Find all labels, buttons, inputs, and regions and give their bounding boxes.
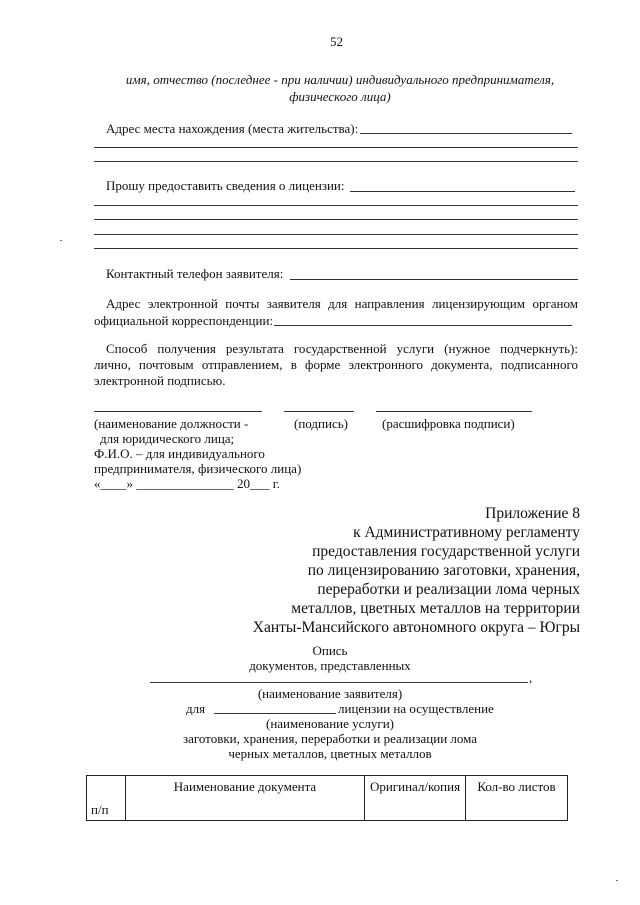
email-line-1: Адрес электронной почты заявителя для направления лицензирующим органом <box>106 296 578 311</box>
table-header-original <box>365 776 466 821</box>
scan-speck <box>616 880 618 881</box>
for-prefix: для <box>186 701 206 716</box>
address-label: Адрес места нахождения (места жительства): <box>106 121 359 136</box>
license-field-line-1[interactable] <box>350 191 575 192</box>
appendix-line-1: к Административному регламенту <box>353 524 580 541</box>
header-number-text: п/п <box>91 802 109 817</box>
table-header-row <box>87 776 568 821</box>
appendix-line-2: предоставления государственной услуги <box>312 543 580 560</box>
method-line-2: лично, почтовым отправлением, в форме электронного документа, подписанного <box>94 357 578 372</box>
table-header-document <box>126 776 365 821</box>
appendix-line-6: Ханты-Мансийского автономного округа – Югры <box>252 619 580 636</box>
for-suffix: лицензии на осуществление <box>338 701 494 716</box>
position-signature-line[interactable] <box>94 411 262 412</box>
position-caption-2: для юридического лица; <box>100 431 235 446</box>
date-line[interactable]: «____» _______________ 20___ г. <box>94 476 280 491</box>
license-request-label: Прошу предоставить сведения о лицензии: <box>106 178 345 193</box>
subtitle-line-1: имя, отчество (последнее - при наличии) индивидуального предпринимателя, <box>125 72 555 87</box>
appendix-line-5: металлов, цветных металлов на территории <box>291 600 580 617</box>
license-field-line-3[interactable] <box>94 219 578 220</box>
subtitle-line-2: физического лица) <box>289 89 391 104</box>
email-field-line[interactable] <box>274 325 572 326</box>
service-caption: (наименование услуги) <box>265 716 394 731</box>
header-document-text: Наименование документа <box>173 779 317 794</box>
activity-line-1: заготовки, хранения, переработки и реализации лома <box>182 731 478 746</box>
inventory-subtitle: документов, представленных <box>249 658 411 673</box>
address-field-line-3[interactable] <box>94 161 578 162</box>
header-sheets-text: Кол-во листов <box>477 779 556 794</box>
license-field-line-5[interactable] <box>94 248 578 249</box>
applicant-caption: (наименование заявителя) <box>257 686 403 701</box>
phone-field-line[interactable] <box>290 279 578 280</box>
appendix-line-3: по лицензированию заготовки, хранения, <box>307 562 580 579</box>
scan-speck <box>60 240 62 241</box>
decoding-caption: (расшифровка подписи) <box>382 416 515 431</box>
email-label: официальной корреспонденции: <box>94 313 274 328</box>
signature-line[interactable] <box>284 411 354 412</box>
appendix-line-4: переработки и реализации лома черных <box>317 581 580 598</box>
position-caption-1: (наименование должности - <box>94 416 249 431</box>
address-field-line-2[interactable] <box>94 147 578 148</box>
applicant-line-comma: , <box>529 670 533 685</box>
service-name-line[interactable] <box>214 713 336 714</box>
method-line-3: электронной подписью. <box>94 373 226 388</box>
applicant-name-line[interactable] <box>150 682 528 683</box>
inventory-title: Опись <box>312 643 348 658</box>
table-header-sheets <box>466 776 568 821</box>
position-caption-3: Ф.И.О. – для индивидуального <box>94 446 265 461</box>
position-caption-4: предпринимателя, физического лица) <box>94 461 302 476</box>
inventory-table <box>86 775 568 821</box>
table-header-number <box>87 776 126 821</box>
method-line-1: Способ получения результата государственной услуги (нужное подчеркнуть): <box>106 341 578 356</box>
license-field-line-2[interactable] <box>94 205 578 206</box>
phone-label: Контактный телефон заявителя: <box>106 266 284 281</box>
decoding-line[interactable] <box>376 411 532 412</box>
appendix-title: Приложение 8 <box>485 505 580 522</box>
activity-line-2: черных металлов, цветных металлов <box>228 746 432 761</box>
page-number: 52 <box>330 34 343 49</box>
header-original-text: Оригинал/копия <box>369 779 461 794</box>
address-field-line[interactable] <box>360 133 572 134</box>
sign-caption: (подпись) <box>294 416 348 431</box>
license-field-line-4[interactable] <box>94 234 578 235</box>
